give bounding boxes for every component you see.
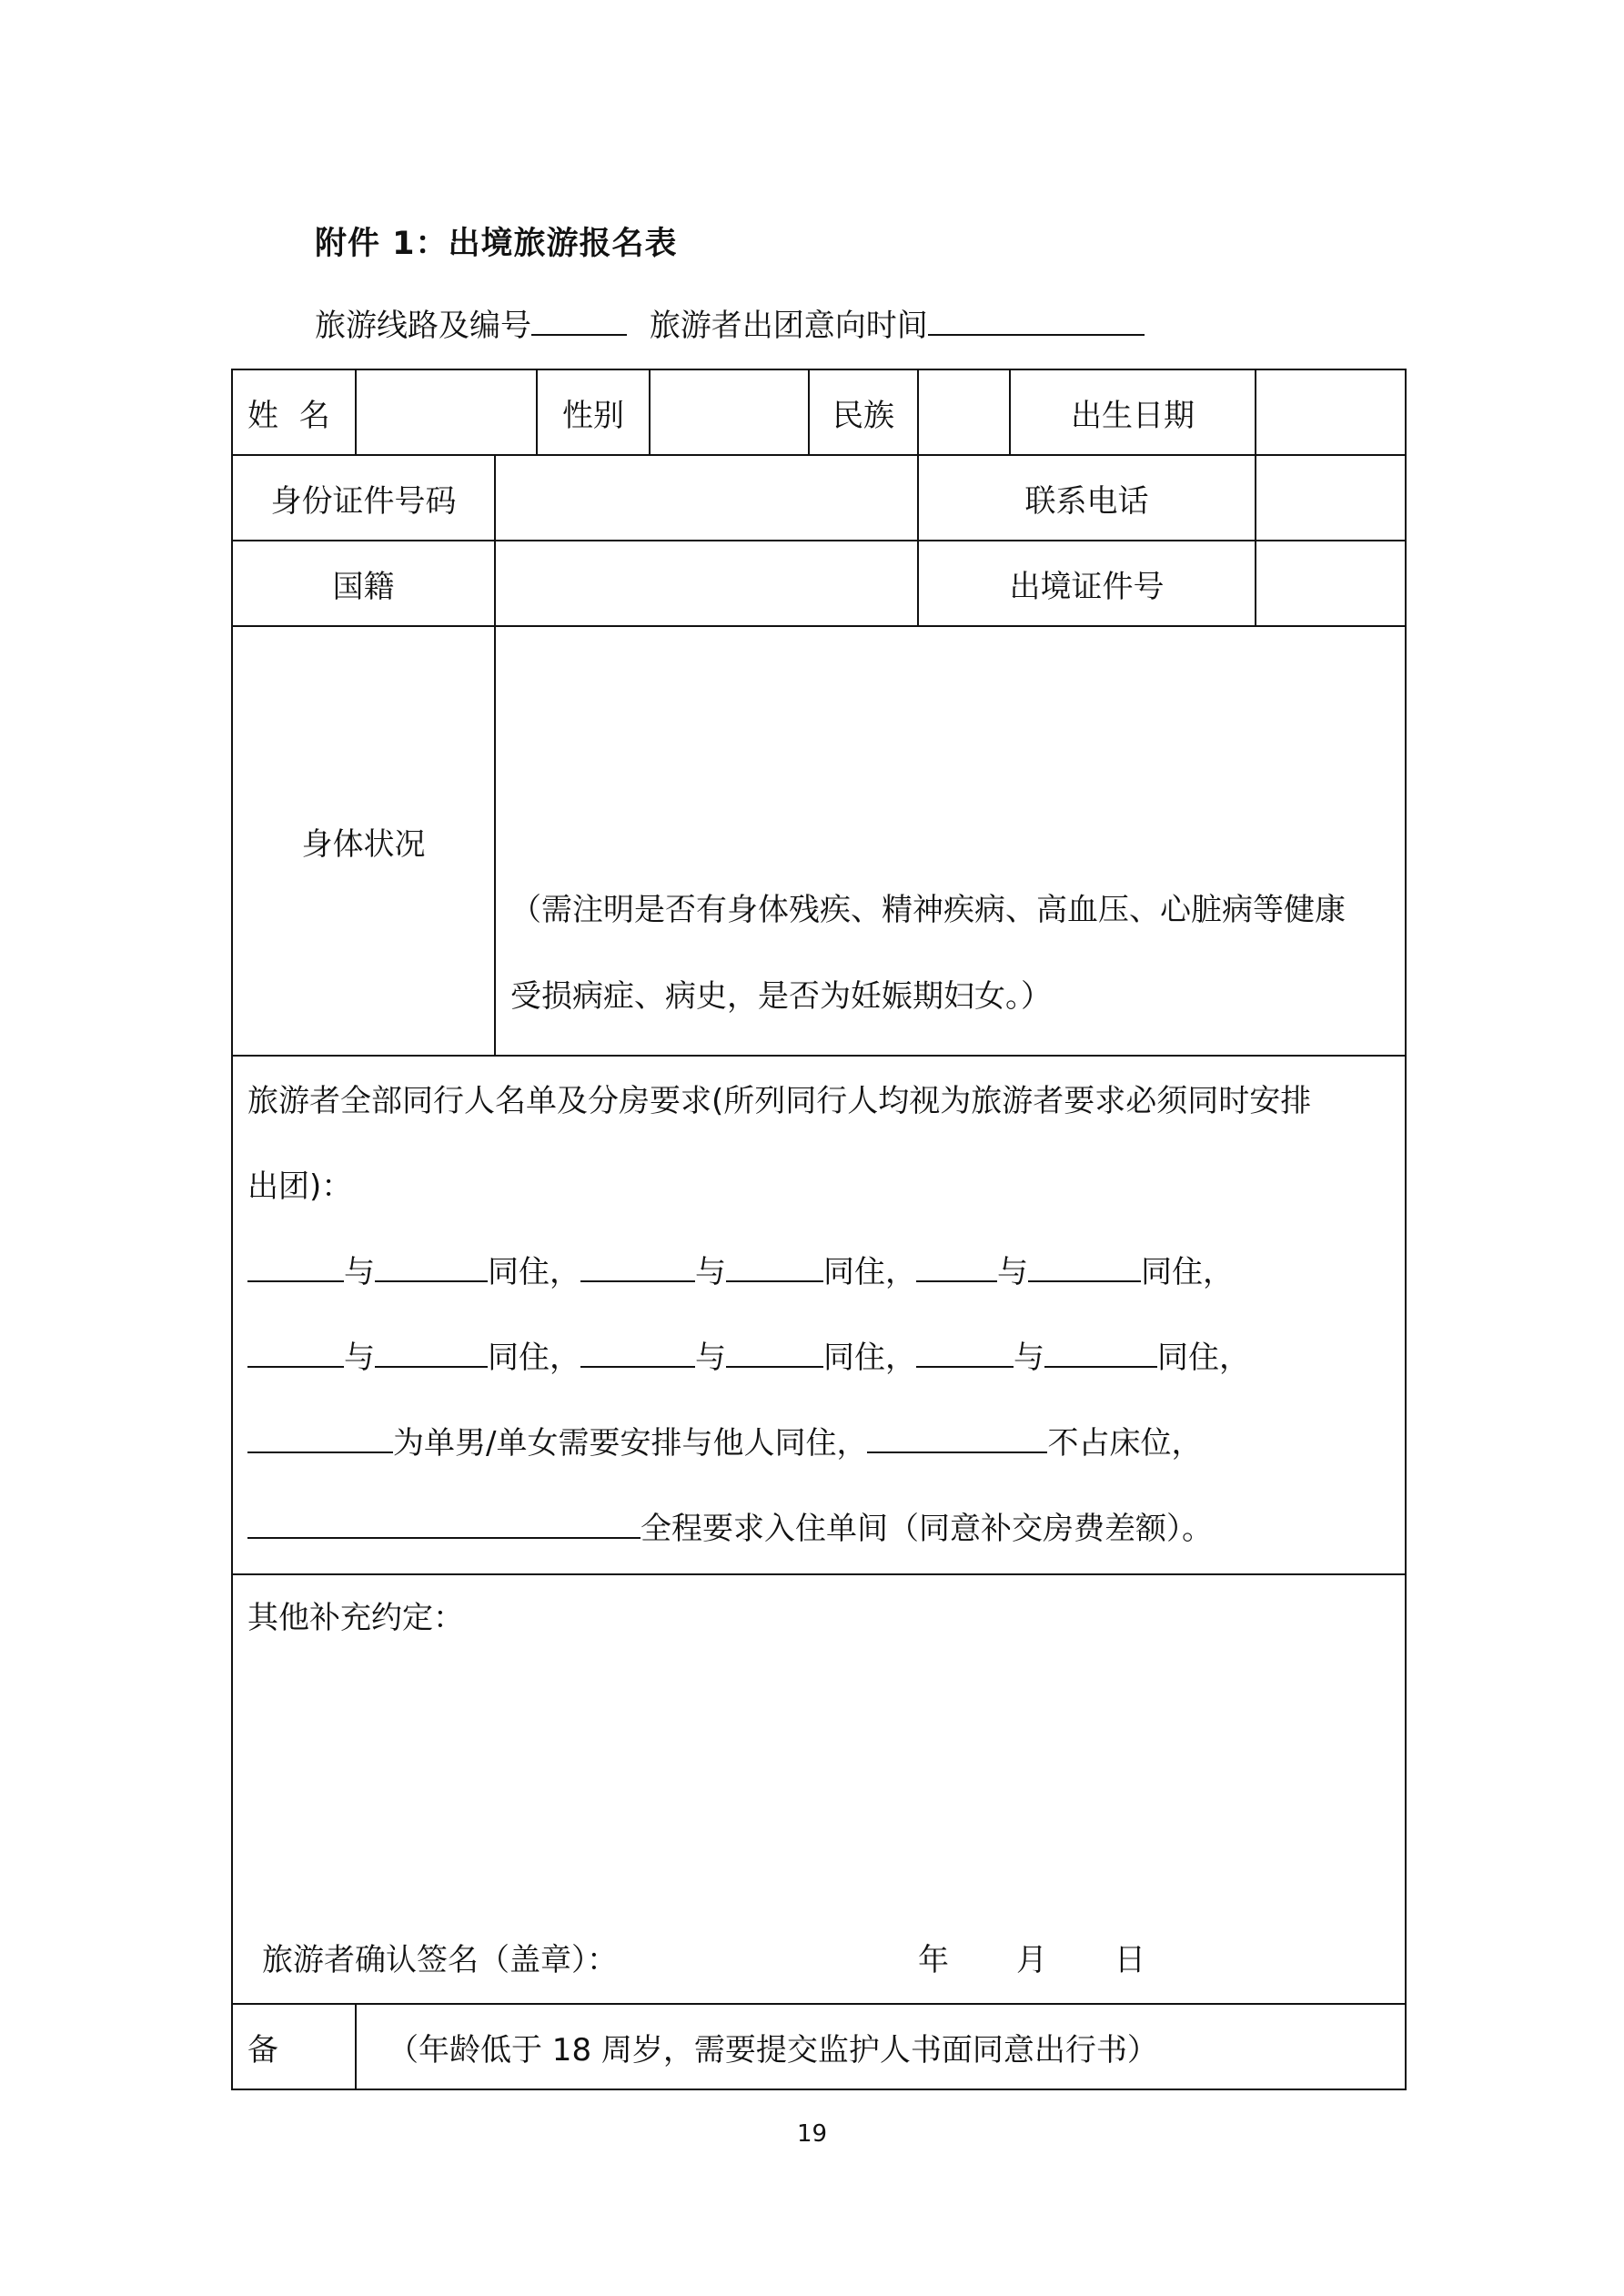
row-health: [232, 626, 1406, 1056]
intent-time-label: 旅游者出团意向时间: [649, 308, 928, 344]
route-label: 旅游线路及编号: [315, 308, 531, 344]
health-note: [509, 867, 1392, 1040]
name-label: 姓 名: [232, 369, 356, 455]
with-text: 与: [997, 1254, 1028, 1290]
health-note-line1: （需注明是否有身体残疾、精神疾病、高血压、心脏病等健康: [510, 892, 1346, 928]
health-note-line2: 受损病症、病史，是否为妊娠期妇女。）: [510, 978, 1052, 1015]
with-text: 与: [344, 1254, 375, 1290]
companion-blank[interactable]: [916, 1339, 1014, 1368]
companion-blank[interactable]: [580, 1253, 695, 1282]
companion-line-2: [247, 1315, 1390, 1401]
single-room-blank[interactable]: [247, 1510, 641, 1539]
companion-blank[interactable]: [247, 1339, 344, 1368]
no-bed-blank[interactable]: [867, 1424, 1047, 1453]
companions-heading: 旅游者全部同行人名单及分房要求(所列同行人均视为旅游者要求必须同时安排: [247, 1083, 1312, 1119]
route-blank[interactable]: [531, 307, 627, 336]
companion-blank[interactable]: [1044, 1339, 1157, 1368]
live-together-text: 同住，: [1141, 1254, 1234, 1290]
row-id: [232, 455, 1406, 541]
companion-blank[interactable]: [580, 1339, 695, 1368]
companion-blank[interactable]: [247, 1253, 344, 1282]
registration-table: [231, 369, 1407, 2090]
nationality-label: 国籍: [232, 541, 495, 626]
row-remark: [232, 2004, 1406, 2089]
month-label: 月: [1016, 1942, 1047, 1978]
live-together-text: 同住，: [488, 1340, 580, 1376]
with-text: 与: [1014, 1340, 1044, 1376]
birth-field[interactable]: [1256, 369, 1406, 455]
route-line: [315, 300, 1145, 345]
live-together-text: 同住，: [823, 1254, 916, 1290]
with-text: 与: [695, 1340, 726, 1376]
id-label: 身份证件号码: [232, 455, 495, 541]
birth-label: 出生日期: [1010, 369, 1256, 455]
other-label: 其他补充约定：: [247, 1600, 464, 1636]
single-line: [247, 1401, 1390, 1486]
phone-label: 联系电话: [918, 455, 1256, 541]
single-text: 为单男/单女需要安排与他人同住，: [393, 1425, 868, 1462]
companion-blank[interactable]: [1028, 1253, 1141, 1282]
live-together-text: 同住，: [488, 1254, 580, 1290]
sign-line: [262, 1935, 1213, 1979]
row-other: [232, 1574, 1406, 2004]
row-nationality: [232, 541, 1406, 626]
live-together-text: 同住，: [1157, 1340, 1250, 1376]
row-companions: [232, 1056, 1406, 1574]
gender-field[interactable]: [650, 369, 809, 455]
nationality-field[interactable]: [495, 541, 918, 626]
gender-label: 性别: [537, 369, 650, 455]
sign-label: 旅游者确认签名（盖章）：: [262, 1942, 618, 1978]
remark-label: 备: [232, 2004, 356, 2089]
companion-blank[interactable]: [916, 1253, 997, 1282]
health-label: 身体状况: [232, 626, 495, 1056]
year-label: 年: [918, 1942, 949, 1978]
companions-cell: [232, 1056, 1406, 1574]
single-blank[interactable]: [247, 1424, 393, 1453]
live-together-text: 同住，: [823, 1340, 916, 1376]
passport-field[interactable]: [1256, 541, 1406, 626]
phone-field[interactable]: [1256, 455, 1406, 541]
intent-time-blank[interactable]: [928, 307, 1145, 336]
single-room-line: [247, 1486, 1390, 1572]
companion-blank[interactable]: [375, 1339, 488, 1368]
companion-blank[interactable]: [726, 1253, 823, 1282]
row-personal: [232, 369, 1406, 455]
page-number: 19: [796, 2120, 828, 2148]
sign-date: [918, 1935, 1213, 1979]
ethnicity-label: 民族: [809, 369, 918, 455]
no-bed-text: 不占床位，: [1047, 1425, 1203, 1462]
ethnicity-field[interactable]: [918, 369, 1010, 455]
form-title: 附件 1：出境旅游报名表: [315, 226, 678, 262]
day-label: 日: [1115, 1942, 1145, 1978]
passport-label: 出境证件号: [918, 541, 1256, 626]
companions-heading-cont: 出团)：: [247, 1168, 353, 1205]
single-room-text: 全程要求入住单间（同意补交房费差额）。: [641, 1511, 1213, 1547]
companion-blank[interactable]: [375, 1253, 488, 1282]
name-field[interactable]: [356, 369, 537, 455]
with-text: 与: [344, 1340, 375, 1376]
health-field[interactable]: [495, 626, 1406, 1056]
other-cell[interactable]: [232, 1574, 1406, 2004]
companion-blank[interactable]: [726, 1339, 823, 1368]
id-field[interactable]: [495, 455, 918, 541]
with-text: 与: [695, 1254, 726, 1290]
remark-text: （年龄低于 18 周岁，需要提交监护人书面同意出行书）: [356, 2004, 1406, 2089]
companion-line-1: [247, 1229, 1390, 1315]
